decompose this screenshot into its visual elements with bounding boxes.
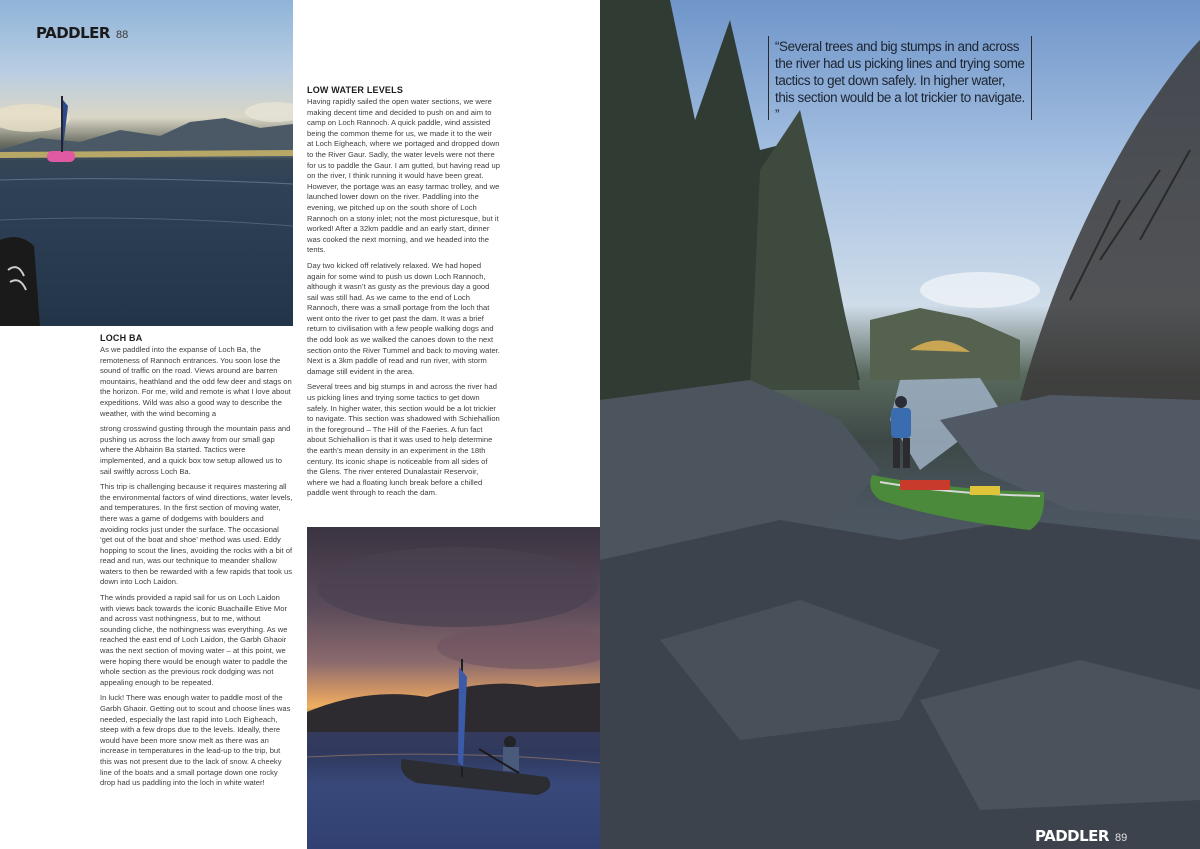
paragraph: The winds provided a rapid sail for us on Loch Laidon with views back towards the iconic Buachaille Etive Mor and across vast nothingness, but to me, without sounding cliche, the nothingness was everything. As we reached the east end of Loch Laidon, the Garbh Ghaoir was the next section of moving water – at this point, we were hoping there would be enough water to paddle the whole section as the previous rock dodging was not appealing enough to be repeated.: [100, 593, 288, 687]
section-heading-low-water: LOW WATER LEVELS: [307, 85, 404, 95]
river-photo-art: [600, 0, 1200, 849]
section-heading-loch-ba: LOCH BA: [100, 333, 143, 343]
paragraph: As we paddled into the expanse of Loch Ba, the remoteness of Rannoch entrances. You soon lose the sound of traffic on the road. Views around are barren mountains, heathland and the odd few deer and stags on the horizon. For me, wild and remote is what I love about expeditions. Wild was also a good way to describe the weather, with the wind becoming a: [100, 345, 292, 418]
paragraph: strong crosswind gusting through the mountain pass and pushing us across the loch away from our small gap where the Abhainn Ba started. Tactics were implemented, and a quick box tow setup allowed us to sail swiftly across Loch Ba.: [100, 424, 291, 476]
paragraph: This trip is challenging because it requires mastering all the environmental factors of wind directions, water levels, and temperatures. In the first section of moving water, there was a game of dodgems with boulders and avoiding rocks just under the surface. The occasional ‘get out of the boat and shoe’ method was used. Eddy hopping to scout the lines, avoiding the rocks with a bit of read and run, was our technique to meander shallow waters to then be rewarded with a few rapids that took us down into Loch Laidon.: [100, 482, 293, 587]
sunset-photo-art: [307, 527, 600, 849]
lake-photo: [0, 0, 293, 326]
paragraph: In luck! There was enough water to paddle most of the Garbh Ghaoir. Getting out to scout and choose lines was needed, especially the last rapid into Loch Eigheach, steep with a few drops due to the levels. Ideally, there would have been more snow melt as there was an increase in temperatures in the lead-up to the trip, but this was not present due to the lack of snow. A cheeky line of the boats and a small portage down one rocky drop had us paddling into the loch in white water!: [100, 693, 291, 788]
sunset-photo: [307, 527, 600, 849]
paragraph: Having rapidly sailed the open water sections, we were making decent time and decided to push on and aim to camp on Loch Rannoch. A quick paddle, wind assisted being the common theme for us, we made it to the weir at Loch Eigheach, where we portaged and dropped down to the River Gaur. Sadly, the water levels were not there for us to paddle the Gaur. I am gutted, but having read up on the river, I think running it would have been great. However, the portage was an easy tarmac trolley, and we launched lower down on the river. Paddling into the evening, we pitched up on the south shore of Loch Rannoch on a stony inlet; not the most picturesque, but it worked! After a 32km paddle and an early start, dinner was cooked the next morning, and we headed into the tents.: [307, 97, 500, 255]
page-number: 88: [115, 29, 129, 41]
page-number: 89: [1114, 832, 1128, 844]
masthead-left: [36, 24, 128, 42]
pull-quote: “Several trees and big stumps in and across the river had us picking lines and trying some tactics to get down safely. In higher water, this section would be a lot trickier to navigate. ”: [768, 36, 1032, 120]
paddler-logo: PADDLER: [1035, 827, 1109, 845]
paragraph: Several trees and big stumps in and across the river had us picking lines and trying some tactics to get down safely. In higher water, this section would be a lot trickier to navigate. This section was shadowed with Schiehallion in the foreground – The Hill of the Faeries. A fun fact about Schiehallion is that it was used to help determine the earth’s mean density in an experiment in the 18th century. Its iconic shape is noticeable from all sides of the Glens. The river entered Dunalastair Reservoir, where we had a floating lunch break before a chilled paddle went through to reach the dam.: [307, 382, 500, 498]
paragraph: Day two kicked off relatively relaxed. We had hoped again for some wind to push us down Loch Rannoch, although it wasn’t as gusty as the previous day a good sail was still had. As we came to the end of Loch Rannoch, there was a small portage from the loch that went onto the river to get past the dam. It was a brief return to civilisation with a few people walking dogs and the odd look as we walked the canoes down to the next section onto the River Tummel and back to moving water. Next is a 3km paddle of read and run river, with storm damage still evident in the area.: [307, 260, 500, 376]
article-column-2: [307, 97, 500, 504]
lake-photo-art: [0, 0, 293, 326]
masthead-right: [1035, 827, 1127, 845]
paddler-logo: PADDLER: [36, 24, 110, 42]
river-photo: [600, 0, 1200, 849]
article-column-1: [100, 345, 293, 794]
